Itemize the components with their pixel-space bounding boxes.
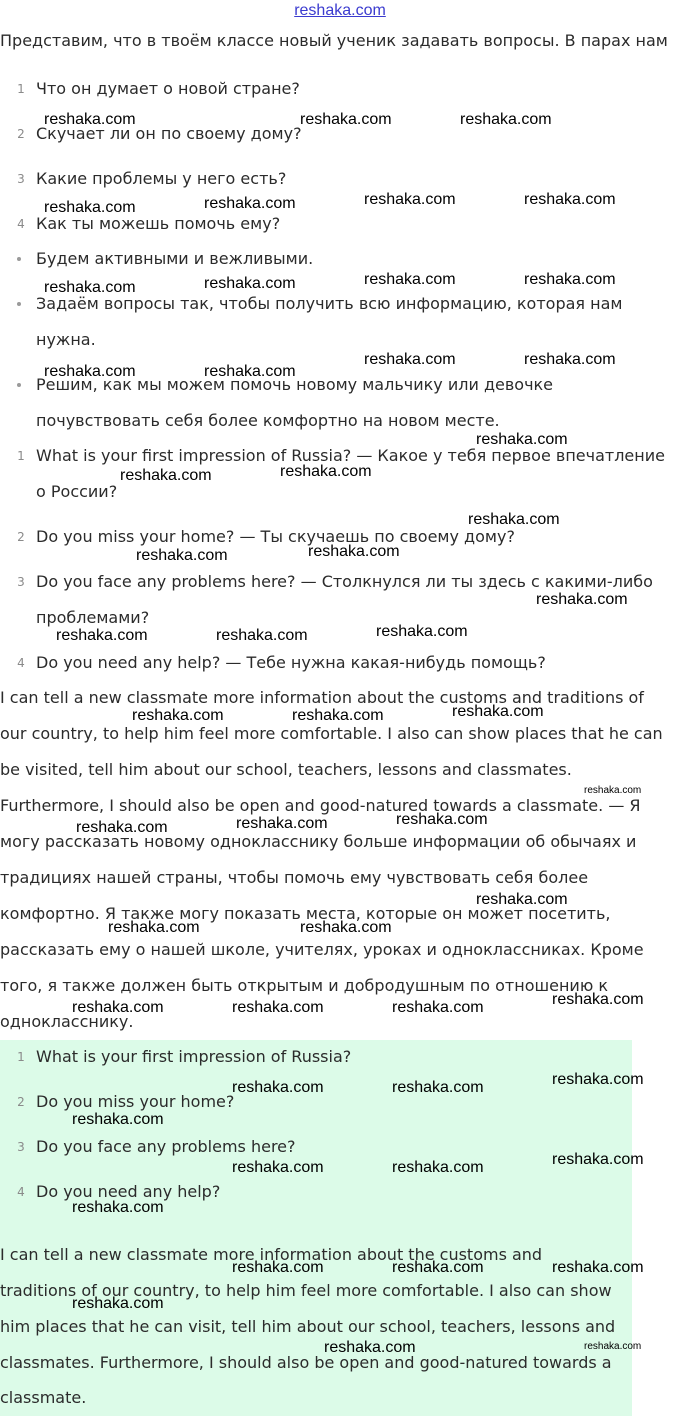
watermark: reshaka.com <box>76 819 168 836</box>
item-number: 2 <box>17 1095 25 1109</box>
question-text: What is your first impression of Russia? — Какое у тебя первое впечатление <box>36 446 665 465</box>
watermark: reshaka.com <box>392 1079 484 1096</box>
bullet-text: почувствовать себя более комфортно на новом месте. <box>36 411 500 430</box>
watermark: reshaka.com <box>524 271 616 288</box>
watermark: reshaka.com <box>232 1079 324 1096</box>
watermark: reshaka.com <box>204 275 296 292</box>
question-text: What is your first impression of Russia? <box>36 1047 352 1066</box>
bullet-text: Будем активными и вежливыми. <box>36 249 314 268</box>
question-text: проблемами? <box>36 608 150 627</box>
answer-line: Furthermore, I should also be open and good-natured towards a classmate. — Я <box>0 796 641 815</box>
watermark: reshaka.com <box>552 991 644 1008</box>
watermark: reshaka.com <box>232 1159 324 1176</box>
question-text: Какие проблемы у него есть? <box>36 169 287 188</box>
answer-line: classmate. <box>0 1388 87 1407</box>
watermark: reshaka.com <box>524 191 616 208</box>
watermark: reshaka.com <box>132 707 224 724</box>
watermark: reshaka.com <box>236 815 328 832</box>
answer-line: him places that he can visit, tell him about our school, teachers, lessons and <box>0 1317 616 1336</box>
item-number: 4 <box>17 217 25 231</box>
answer-line: classmates. Furthermore, I should also be open and good-natured towards a <box>0 1353 612 1372</box>
watermark: reshaka.com <box>392 999 484 1016</box>
watermark: reshaka.com <box>216 627 308 644</box>
question-text: Do you miss your home? — Ты скучаешь по своему дому? <box>36 527 515 546</box>
watermark: reshaka.com <box>468 511 560 528</box>
watermark: reshaka.com <box>364 191 456 208</box>
bullet-dot-icon <box>17 302 21 306</box>
watermark: reshaka.com <box>392 1259 484 1276</box>
watermark: reshaka.com <box>396 811 488 828</box>
watermark: reshaka.com <box>232 999 324 1016</box>
watermark: reshaka.com <box>72 1199 164 1216</box>
item-number: 2 <box>17 127 25 141</box>
bullet-text: Решим, как мы можем помочь новому мальчику или девочке <box>36 375 554 394</box>
watermark: reshaka.com <box>136 547 228 564</box>
item-number: 4 <box>17 1185 25 1199</box>
bullet-text: нужна. <box>36 330 96 349</box>
answer-line: рассказать ему о нашей школе, учителях, уроках и одноклассниках. Кроме <box>0 940 644 959</box>
watermark: reshaka.com <box>72 1111 164 1128</box>
question-text: о России? <box>36 482 118 501</box>
question-text: Do you need any help? — Тебе нужна какая-нибудь помощь? <box>36 653 546 672</box>
watermark: reshaka.com <box>72 999 164 1016</box>
question-text: Что он думает о новой стране? <box>36 79 300 98</box>
item-number: 3 <box>17 172 25 186</box>
answer-line: I can tell a new classmate more information about the customs and <box>0 1245 543 1264</box>
answer-line: our country, to help him feel more comfortable. I also can show places that he can <box>0 724 663 743</box>
watermark: reshaka.com <box>364 351 456 368</box>
watermark: reshaka.com <box>536 591 628 608</box>
answer-line: могу рассказать новому однокласснику больше информации об обычаях и <box>0 832 637 851</box>
question-text: Do you need any help? <box>36 1182 221 1201</box>
watermark: reshaka.com <box>552 1071 644 1088</box>
watermark: reshaka.com <box>524 351 616 368</box>
watermark: reshaka.com <box>44 111 136 128</box>
item-number: 2 <box>17 530 25 544</box>
watermark: reshaka.com <box>552 1151 644 1168</box>
watermark: reshaka.com <box>552 1259 644 1276</box>
bullet-text: Задаём вопросы так, чтобы получить всю информацию, которая нам <box>36 294 623 313</box>
item-number: 4 <box>17 656 25 670</box>
question-text: Скучает ли он по своему дому? <box>36 124 302 143</box>
intro-text: Представим, что в твоём классе новый ученик задавать вопросы. В парах нам <box>0 31 668 50</box>
watermark: reshaka.com <box>280 463 372 480</box>
watermark: reshaka.com <box>584 1341 642 1352</box>
answer-line: традициях нашей страны, чтобы помочь ему чувствовать себя более <box>0 868 589 887</box>
item-number: 1 <box>17 1050 25 1064</box>
watermark: reshaka.com <box>108 919 200 936</box>
question-text: Do you miss your home? <box>36 1092 235 1111</box>
site-link[interactable]: reshaka.com <box>294 2 386 19</box>
answer-line: комфортно. Я также могу показать места, которые он может посетить, <box>0 904 611 923</box>
answer-line: traditions of our country, to help him feel more comfortable. I also can show <box>0 1281 612 1300</box>
answer-line: однокласснику. <box>0 1012 134 1031</box>
item-number: 1 <box>17 82 25 96</box>
answer-line: того, я также должен быть открытым и добродушным по отношению к <box>0 976 609 995</box>
item-number: 3 <box>17 1140 25 1154</box>
watermark: reshaka.com <box>300 919 392 936</box>
watermark: reshaka.com <box>392 1159 484 1176</box>
watermark: reshaka.com <box>452 703 544 720</box>
watermark: reshaka.com <box>44 279 136 296</box>
watermark: reshaka.com <box>44 363 136 380</box>
watermark: reshaka.com <box>300 111 392 128</box>
watermark: reshaka.com <box>476 431 568 448</box>
watermark: reshaka.com <box>72 1295 164 1312</box>
watermark: reshaka.com <box>584 785 642 796</box>
watermark: reshaka.com <box>460 111 552 128</box>
question-text: Do you face any problems here? — Столкнулся ли ты здесь с какими-либо <box>36 572 653 591</box>
watermark: reshaka.com <box>292 707 384 724</box>
question-text: Do you face any problems here? <box>36 1137 296 1156</box>
bullet-dot-icon <box>17 383 21 387</box>
watermark: reshaka.com <box>120 467 212 484</box>
question-text: Как ты можешь помочь ему? <box>36 214 281 233</box>
watermark: reshaka.com <box>204 363 296 380</box>
watermark: reshaka.com <box>324 1339 416 1356</box>
watermark: reshaka.com <box>232 1259 324 1276</box>
watermark: reshaka.com <box>204 195 296 212</box>
watermark: reshaka.com <box>56 627 148 644</box>
watermark: reshaka.com <box>44 199 136 216</box>
watermark: reshaka.com <box>308 543 400 560</box>
bullet-dot-icon <box>17 257 21 261</box>
answer-line: be visited, tell him about our school, teachers, lessons and classmates. <box>0 760 572 779</box>
watermark: reshaka.com <box>476 891 568 908</box>
answer-line: I can tell a new classmate more information about the customs and traditions of <box>0 688 644 707</box>
watermark: reshaka.com <box>364 271 456 288</box>
item-number: 3 <box>17 575 25 589</box>
item-number: 1 <box>17 449 25 463</box>
watermark: reshaka.com <box>376 623 468 640</box>
